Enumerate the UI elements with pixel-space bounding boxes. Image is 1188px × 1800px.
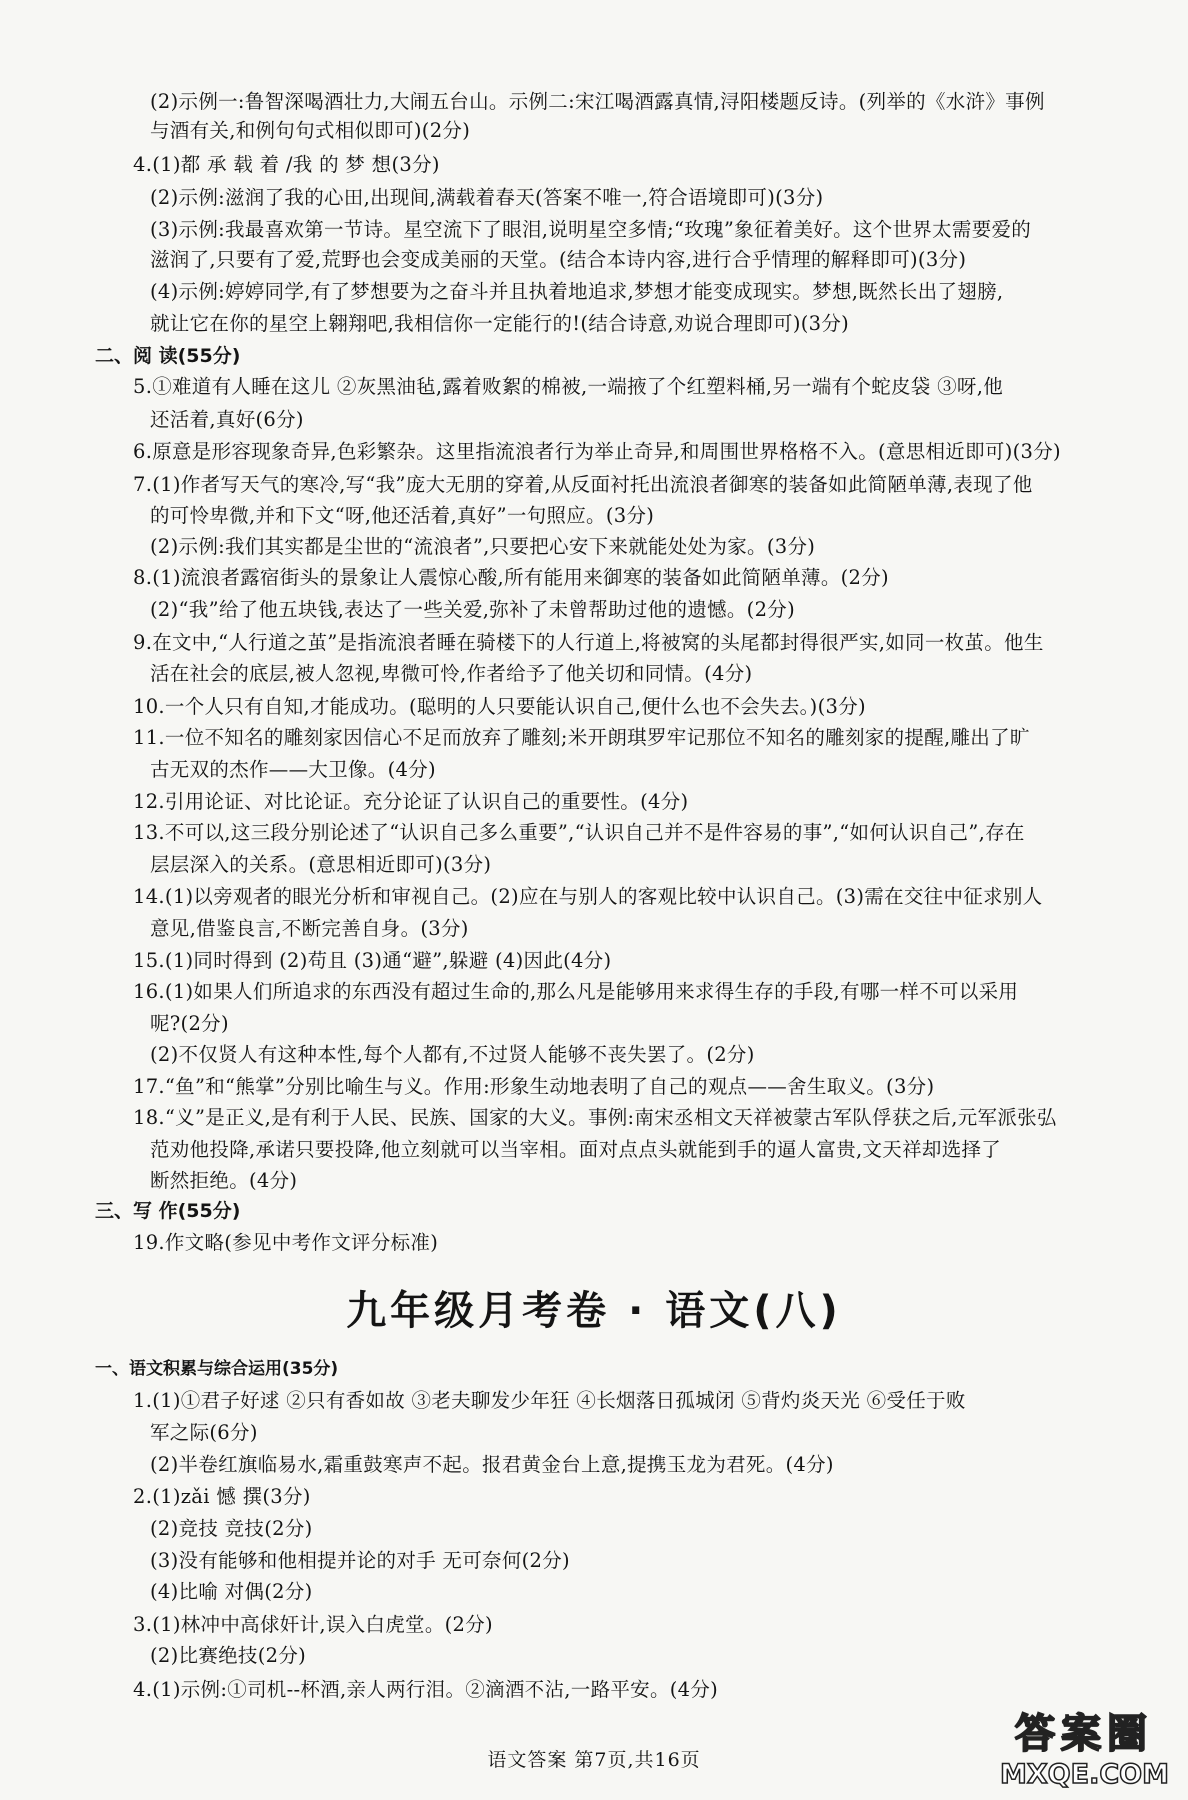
- answer-line: (3)没有能够和他相提并论的对手 无可奈何(2分): [150, 1549, 570, 1572]
- answer-line: 9.在文中,“人行道之茧”是指流浪者睡在骑楼下的人行道上,将被窝的头尾都封得很严实,如同一枚茧。他生: [133, 631, 1044, 654]
- answer-line: 7.(1)作者写天气的寒冷,写“我”庞大无朋的穿着,从反面衬托出流浪者御寒的装备如此简陋单薄,表现了他: [133, 473, 1033, 496]
- answer-line: (2)不仅贤人有这种本性,每个人都有,不过贤人能够不丧失罢了。(2分): [150, 1043, 755, 1066]
- answer-line: (2)比赛绝技(2分): [150, 1644, 307, 1667]
- answer-line: 3.(1)林冲中高俅奸计,误入白虎堂。(2分): [133, 1613, 493, 1636]
- answer-line: 意见,借鉴良言,不断完善自身。(3分): [150, 917, 469, 940]
- section-heading-accumulation: 一、语文积累与综合运用(35分): [95, 1359, 339, 1379]
- answer-line: (3)示例:我最喜欢第一节诗。星空流下了眼泪,说明星空多情;“玫瑰”象征着美好。这个世界太需要爱的: [150, 218, 1032, 241]
- answer-line: 6.原意是形容现象奇异,色彩繁杂。这里指流浪者行为举止奇异,和周围世界格格不入。(意思相近即可)(3分): [133, 440, 1061, 463]
- answer-line: 5.①难道有人睡在这儿 ②灰黑油毡,露着败絮的棉被,一端掖了个红塑料桶,另一端有个蛇皮袋 ③呀,他: [133, 375, 1003, 398]
- answer-line: (2)竞技 竞技(2分): [150, 1517, 313, 1540]
- answer-line: 4.(1)示例:①司机--杯酒,亲人两行泪。②滴酒不沾,一路平安。(4分): [133, 1678, 719, 1701]
- answer-line: (2)半卷红旗临易水,霜重鼓寒声不起。报君黄金台上意,提携玉龙为君死。(4分): [150, 1453, 834, 1476]
- answer-line: 还活着,真好(6分): [150, 408, 304, 431]
- answer-line: 11.一位不知名的雕刻家因信心不足而放弃了雕刻;米开朗琪罗牢记那位不知名的雕刻家的提醒,雕出了旷: [133, 726, 1030, 749]
- answer-line: (4)示例:婷婷同学,有了梦想要为之奋斗并且执着地追求,梦想才能变成现实。梦想,既然长出了翅膀,: [150, 280, 1004, 303]
- answer-line: 10.一个人只有自知,才能成功。(聪明的人只要能认识自己,便什么也不会失去。)(3分): [133, 695, 866, 718]
- answer-line: (2)“我”给了他五块钱,表达了一些关爱,弥补了未曾帮助过他的遗憾。(2分): [150, 598, 795, 621]
- answer-line: 断然拒绝。(4分): [150, 1169, 298, 1192]
- answer-line: (4)比喻 对偶(2分): [150, 1580, 313, 1603]
- answer-line: 古无双的杰作——大卫像。(4分): [150, 758, 436, 781]
- answer-line: 滋润了,只要有了爱,荒野也会变成美丽的天堂。(结合本诗内容,进行合乎情理的解释即可)(3分): [150, 248, 967, 271]
- answer-line: 就让它在你的星空上翱翔吧,我相信你一定能行的!(结合诗意,劝说合理即可)(3分): [150, 312, 850, 335]
- exam-title: 九年级月考卷 · 语文(八): [346, 1288, 842, 1334]
- answer-line: 的可怜卑微,并和下文“呀,他还活着,真好”一句照应。(3分): [150, 504, 655, 527]
- answer-line: 15.(1)同时得到 (2)苟且 (3)通“避”,躲避 (4)因此(4分): [133, 949, 612, 972]
- answer-line: 4.(1)都 承 载 着 /我 的 梦 想(3分): [133, 153, 440, 176]
- answer-line: 13.不可以,这三段分别论述了“认识自己多么重要”,“认识自己并不是件容易的事”,“如何认识自己”,存在: [133, 821, 1025, 844]
- answer-line: 活在社会的底层,被人忽视,卑微可怜,作者给予了他关切和同情。(4分): [150, 662, 753, 685]
- answer-line: 8.(1)流浪者露宿街头的景象让人震惊心酸,所有能用来御寒的装备如此简陋单薄。(2分): [133, 566, 889, 589]
- watermark-site-text: MXQE.COM: [1000, 1759, 1169, 1790]
- answer-line: 呢?(2分): [150, 1012, 229, 1035]
- answer-line: (2)示例:我们其实都是尘世的“流浪者”,只要把心安下来就能处处为家。(3分): [150, 535, 816, 558]
- answer-line: 层层深入的关系。(意思相近即可)(3分): [150, 853, 492, 876]
- answer-line: 17.“鱼”和“熊掌”分别比喻生与义。作用:形象生动地表明了自己的观点——舍生取义。(3分): [133, 1075, 935, 1098]
- page-footer: 语文答案 第7页,共16页: [487, 1749, 701, 1771]
- answer-line: 1.(1)①君子好逑 ②只有香如故 ③老夫聊发少年狂 ④长烟落日孤城闭 ⑤背灼炎天光 ⑥受任于败: [133, 1389, 966, 1412]
- answer-line: (2)示例:滋润了我的心田,出现间,满载着春天(答案不唯一,符合语境即可)(3分): [150, 186, 824, 209]
- answer-line: 16.(1)如果人们所追求的东西没有超过生命的,那么凡是能够用来求得生存的手段,有哪一样不可以采用: [133, 980, 1019, 1003]
- watermark-logo-text: 答案圈: [1015, 1711, 1153, 1757]
- answer-line: 范劝他投降,承诺只要投降,他立刻就可以当宰相。面对点点头就能到手的逼人富贵,文天祥却选择了: [150, 1138, 1002, 1161]
- answer-line: 19.作文略(参见中考作文评分标准): [133, 1231, 439, 1254]
- answer-line: 2.(1)zǎi 憾 撰(3分): [133, 1485, 311, 1508]
- answer-line: (2)示例一:鲁智深喝酒壮力,大闹五台山。示例二:宋江喝酒露真情,浔阳楼题反诗。(列举的《水浒》事例: [150, 90, 1045, 113]
- section-heading-writing: 三、写 作(55分): [95, 1200, 241, 1222]
- answer-line: 12.引用论证、对比论证。充分论证了认识自己的重要性。(4分): [133, 790, 689, 813]
- watermark-logo: [1000, 1710, 1168, 1792]
- answer-line: 14.(1)以旁观者的眼光分析和审视自己。(2)应在与别人的客观比较中认识自己。(3)需在交往中征求别人: [133, 885, 1043, 908]
- answer-line: 与酒有关,和例句句式相似即可)(2分): [150, 119, 471, 142]
- answer-line: 18.“义”是正义,是有利于人民、民族、国家的大义。事例:南宋丞相文天祥被蒙古军队俘获之后,元军派张弘: [133, 1106, 1057, 1129]
- section-heading-reading: 二、阅 读(55分): [95, 345, 241, 367]
- answer-line: 军之际(6分): [150, 1421, 258, 1444]
